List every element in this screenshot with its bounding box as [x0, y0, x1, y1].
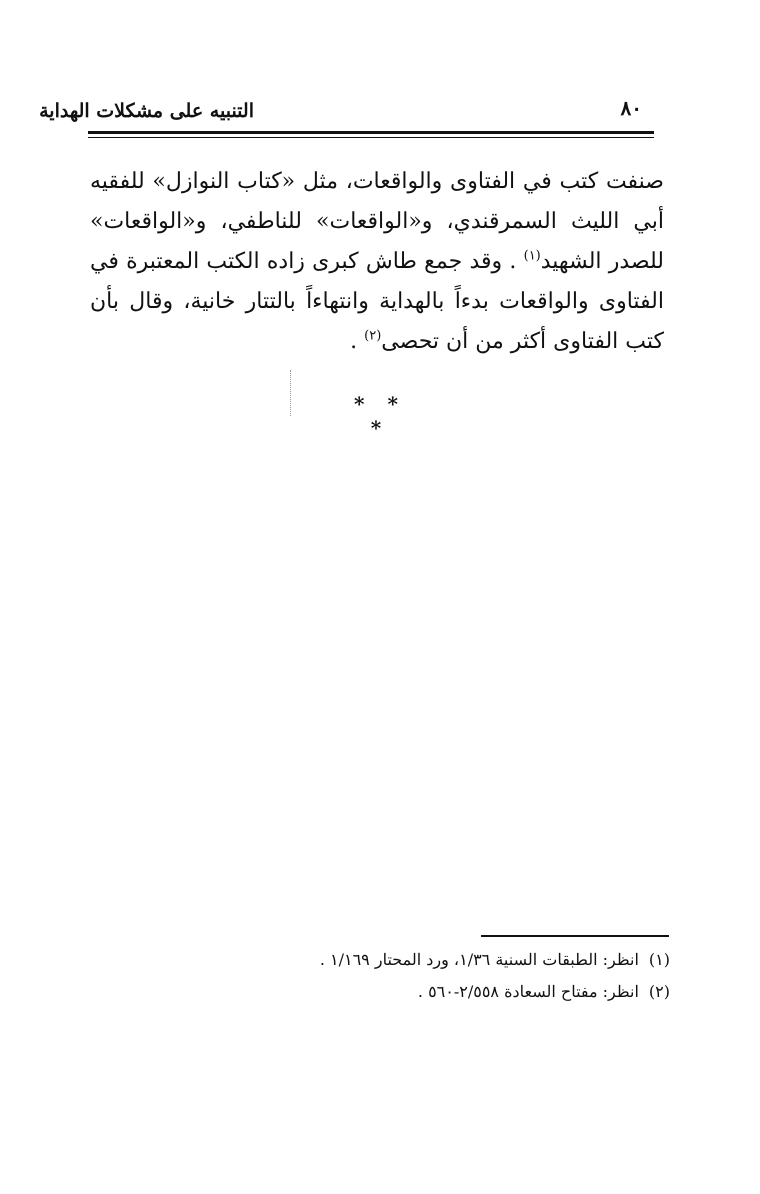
footnote-marker-2: (٢) — [364, 328, 382, 344]
footnotes — [200, 944, 670, 1008]
section-separator-stars: * * * — [354, 392, 406, 440]
scan-artifact-dots — [290, 370, 293, 416]
footnote-2 — [200, 976, 670, 1008]
footnote-1-text: انظر: الطبقات السنية ١/٣٦، ورد المحتار ١/١٦٩ . — [319, 950, 639, 969]
header-rule-thick — [88, 131, 654, 134]
paragraph-text-2: . وقد جمع طاش كبرى زاده الكتب المعتبرة في الفتاوى والواقعات بدءاً بالهداية وانتهاءاً بالتتار خانية، وقال بأن كتب الفتاوى أكثر من أن تحصى — [90, 249, 664, 354]
footnote-divider — [481, 935, 669, 937]
paragraph-text-3: . — [350, 329, 365, 354]
page-header — [39, 94, 654, 130]
footnote-1-number: (١) — [648, 950, 670, 969]
page-number: ٨٠ — [620, 96, 642, 120]
footnote-2-number: (٢) — [648, 982, 670, 1001]
running-title: التنبيه على مشكلات الهداية — [39, 100, 254, 122]
main-paragraph — [90, 162, 664, 362]
footnote-marker-1: (١) — [523, 248, 541, 264]
footnote-2-text: انظر: مفتاح السعادة ٢/٥٥٨-٥٦٠ . — [417, 982, 639, 1001]
header-rule-thin — [88, 137, 654, 138]
paragraph-text-1: صنفت كتب في الفتاوى والواقعات، مثل «كتاب النوازل» للفقيه أبي الليث السمرقندي، و«الواقعات» للناطفي، و«الواقعات» للصدر الشهيد — [90, 169, 664, 274]
footnote-1 — [200, 944, 670, 976]
